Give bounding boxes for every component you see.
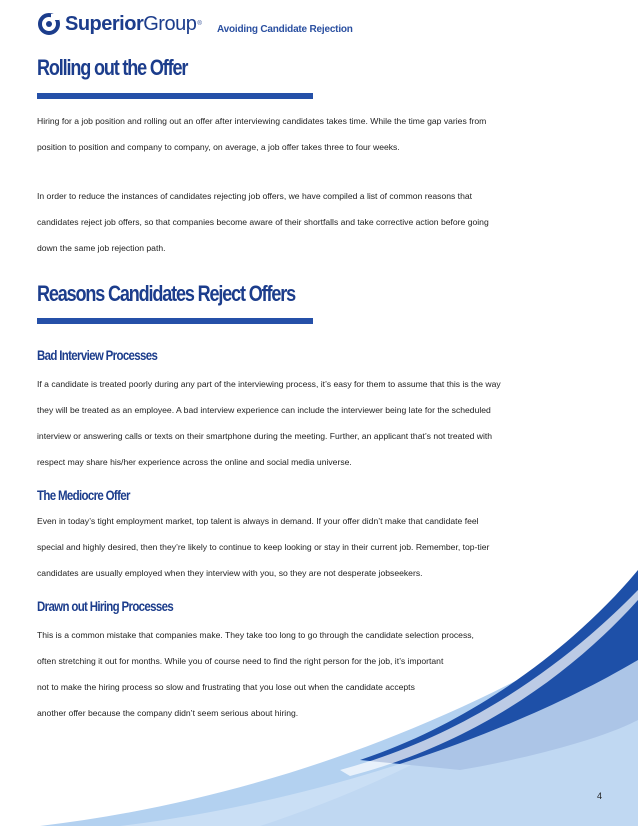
superior-group-logo-icon — [37, 12, 61, 36]
section-title-reasons: Reasons Candidates Reject Offers — [37, 281, 296, 306]
section-rule — [37, 318, 313, 324]
brand-header — [37, 10, 202, 38]
brand-name: SuperiorGroup — [65, 12, 197, 35]
intro-paragraph-2: In order to reduce the instances of candidates rejecting job offers, we have compiled a list of common reasons that candidates reject job offers, so that companies become aware of their shortfalls and take corrective action before going down the same job rejection path. — [37, 191, 489, 253]
intro-paragraph-1: Hiring for a job position and rolling out an offer after interviewing candidates takes time. While the time gap varies from position to position and company to company, on average, a job offer takes three to four weeks. — [37, 116, 487, 152]
registered-mark: ® — [197, 21, 202, 27]
paragraph-drawn-out: This is a common mistake that companies make. They take too long to go through the candidate selection process, often stretching it out for months. While you of course need to find the right person for the job, it’s important not to make the hiring process so slow and frustrating that you lose out when the candidate accepts another offer because the company didn’t seem serious about hiring. — [37, 630, 474, 718]
section-title-rolling-offer: Rolling out the Offer — [37, 55, 188, 80]
header-subtitle: Avoiding Candidate Rejection — [217, 24, 353, 35]
paragraph-bad-interview: If a candidate is treated poorly during any part of the interviewing process, it’s easy for them to assume that this is the way they will be treated as an employee. A bad interview experience can include the interviewer being late for the scheduled interview or answering calls or texts on their smartphone during the meeting. Further, an applicant that’s not treated with respect may share his/her experience across the online and social media universe. — [37, 379, 501, 467]
page-number: 4 — [597, 791, 603, 801]
section-rule — [37, 93, 313, 99]
subheading-mediocre-offer: The Mediocre Offer — [37, 487, 130, 503]
subheading-bad-interview: Bad Interview Processes — [37, 347, 158, 363]
subheading-drawn-out: Drawn out Hiring Processes — [37, 598, 174, 614]
paragraph-mediocre-offer: Even in today’s tight employment market, top talent is always in demand. If your offer didn’t make that candidate feel special and highly desired, then they’re likely to continue to keep looking or stay in their current job. Remember, top-tier candidates are usually employed when they interview with you, so they are not desperate jobseekers. — [37, 516, 490, 578]
